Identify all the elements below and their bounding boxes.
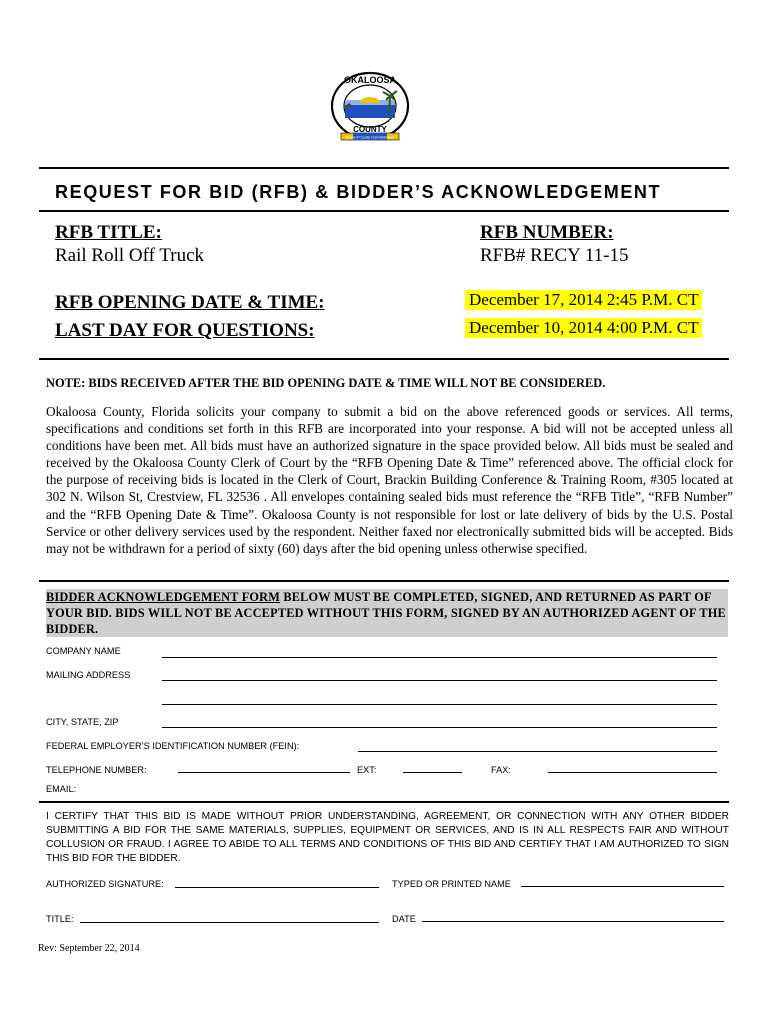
acknowledgement-notice [46, 589, 728, 637]
mailing-address-line2-field[interactable] [162, 704, 717, 705]
ack-form-instructions: BELOW MUST BE COMPLETED, SIGNED, AND RETURNED AS PART OF YOUR BID. BIDS WILL NOT BE ACCEPTED WITHOUT THIS FORM, SIGNED BY AN AUTHORIZED AGENT OF THE BIDDER. [46, 590, 726, 636]
fax-field[interactable] [548, 772, 717, 773]
top-rule [39, 167, 729, 169]
typed-name-field[interactable] [521, 886, 724, 887]
telephone-label: TELEPHONE NUMBER: [46, 765, 147, 775]
authorized-signature-label: AUTHORIZED SIGNATURE: [46, 879, 164, 889]
mailing-address-field[interactable] [162, 680, 717, 681]
telephone-field[interactable] [178, 772, 350, 773]
opening-date-value: December 17, 2014 2:45 P.M. CT [465, 290, 702, 310]
email-field[interactable] [39, 801, 729, 803]
ext-field[interactable] [403, 772, 462, 773]
fein-field[interactable] [358, 751, 717, 752]
authorized-signature-field[interactable] [175, 887, 379, 888]
seal-ribbon-text: Board of County Commissioners [345, 135, 395, 140]
date-field[interactable] [422, 921, 724, 922]
date-label: DATE [392, 914, 416, 924]
dates-rule [39, 358, 729, 360]
typed-name-label: TYPED OR PRINTED NAME [392, 879, 511, 889]
company-name-label: COMPANY NAME [46, 646, 121, 656]
title-rule [39, 210, 729, 212]
ack-rule [39, 580, 729, 582]
revision-date: Rev: September 22, 2014 [38, 943, 140, 954]
title-label: TITLE: [46, 914, 74, 924]
questions-date-value: December 10, 2014 4:00 P.M. CT [465, 318, 702, 338]
document-title: REQUEST FOR BID (RFB) & BIDDER’S ACKNOWLEDGEMENT [55, 182, 662, 202]
company-name-field[interactable] [162, 657, 717, 658]
seal-bottom-text: COUNTY [353, 125, 387, 134]
late-bid-note: NOTE: BIDS RECEIVED AFTER THE BID OPENING DATE & TIME WILL NOT BE CONSIDERED. [46, 376, 606, 390]
rfb-title-value: Rail Roll Off Truck [55, 245, 205, 266]
rfb-title-label: RFB TITLE: [55, 222, 162, 243]
title-field[interactable] [80, 922, 379, 923]
fax-label: FAX: [491, 765, 511, 775]
fein-label: FEDERAL EMPLOYER’S IDENTIFICATION NUMBER (FEIN): [46, 741, 300, 751]
solicitation-paragraph: Okaloosa County, Florida solicits your company to submit a bid on the above referenced goods or services. All terms, specifications and conditions set forth in this RFB are incorporated into your response. A bid will not be accepted unless all conditions have been met. All bids must have an authorized signature in the space provided below. All bids must be sealed and received by the Okaloosa County Clerk of Court by the “RFB Opening Date & Time” referenced above. The official clock for the purpose of receiving bids is located in the Clerk of Court, Brackin Building Conference & Training Room, #305 located at 302 N. Wilson St, Crestview, FL 32536 . All envelopes containing sealed bids must reference the “RFB Title”, “RFB Number” and the “RFB Opening Date & Time”. Okaloosa County is not responsible for lost or late delivery of bids by the U.S. Postal Service or other delivery services used by the respondent. Neither faxed nor electronically submitted bids will be accepted. Bids may not be withdrawn for a period of sixty (60) days after the bid opening unless otherwise specified. [46, 404, 733, 556]
ext-label: EXT: [357, 765, 377, 775]
questions-date-label: LAST DAY FOR QUESTIONS: [55, 320, 315, 341]
email-label: EMAIL: [46, 784, 77, 794]
ack-form-title: BIDDER ACKNOWLEDGEMENT FORM [46, 590, 281, 604]
certification-statement: I CERTIFY THAT THIS BID IS MADE WITHOUT PRIOR UNDERSTANDING, AGREEMENT, OR CONNECTION WITH ANY OTHER BIDDER SUBMITTING A BID FOR THE SAME MATERIALS, SUPPLIES, EQUIPMENT OR SERVICES, AND IS IN ALL RESPECTS FAIR AND WITHOUT COLLUSION OR FRAUD. I AGREE TO ABIDE TO ALL TERMS AND CONDITIONS OF THIS BID AND CERTIFY THAT I AM AUTHORIZED TO SIGN THIS BID FOR THE BIDDER. [46, 811, 729, 864]
county-seal-logo [329, 70, 411, 146]
city-state-zip-label: CITY, STATE, ZIP [46, 717, 119, 727]
mailing-address-label: MAILING ADDRESS [46, 670, 131, 680]
opening-date-label: RFB OPENING DATE & TIME: [55, 292, 325, 313]
rfb-number-label: RFB NUMBER: [480, 222, 614, 243]
rfb-number-value: RFB# RECY 11-15 [480, 245, 629, 266]
city-state-zip-field[interactable] [162, 727, 717, 728]
seal-top-text: OKALOOSA [343, 75, 397, 85]
